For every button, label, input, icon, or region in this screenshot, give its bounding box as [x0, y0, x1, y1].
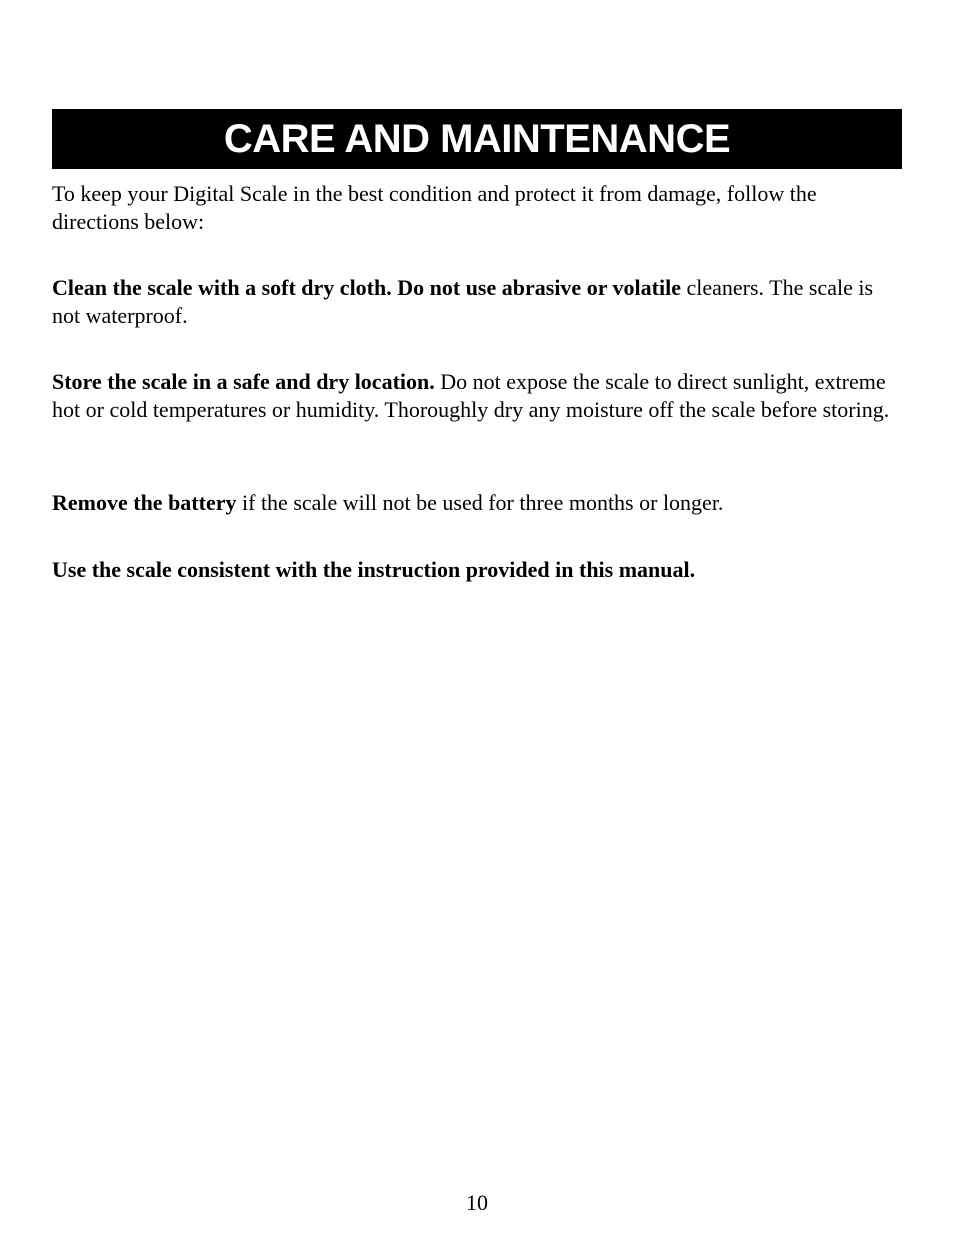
battery-instruction [52, 489, 904, 517]
section-title: CARE AND MAINTENANCE [223, 117, 731, 161]
use-instruction [52, 556, 904, 584]
clean-instruction-text: cleaners. The scale is not waterproof. [52, 275, 874, 328]
page-number: 10 [466, 1190, 488, 1215]
intro-paragraph: To keep your Digital Scale in the best condition and protect it from damage, follow the directions below: [52, 181, 817, 234]
section-title-bar [52, 109, 902, 169]
battery-instruction-text: if the scale will not be used for three months or longer. [236, 490, 724, 515]
clean-instruction [52, 274, 904, 329]
store-instruction-bold: Store the scale in a safe and dry location. [52, 369, 435, 394]
battery-instruction-bold: Remove the battery [52, 490, 237, 515]
clean-instruction-bold: Clean the scale with a soft dry cloth. Do not use abrasive or volatile [52, 275, 681, 300]
use-instruction-bold: Use the scale consistent with the instruction provided in this manual. [52, 557, 696, 582]
store-instruction [52, 368, 904, 423]
store-instruction-text: Do not expose the scale to direct sunlight, extreme hot or cold temperatures or humidity. Thoroughly dry any moisture off the scale before storing. [52, 369, 890, 422]
